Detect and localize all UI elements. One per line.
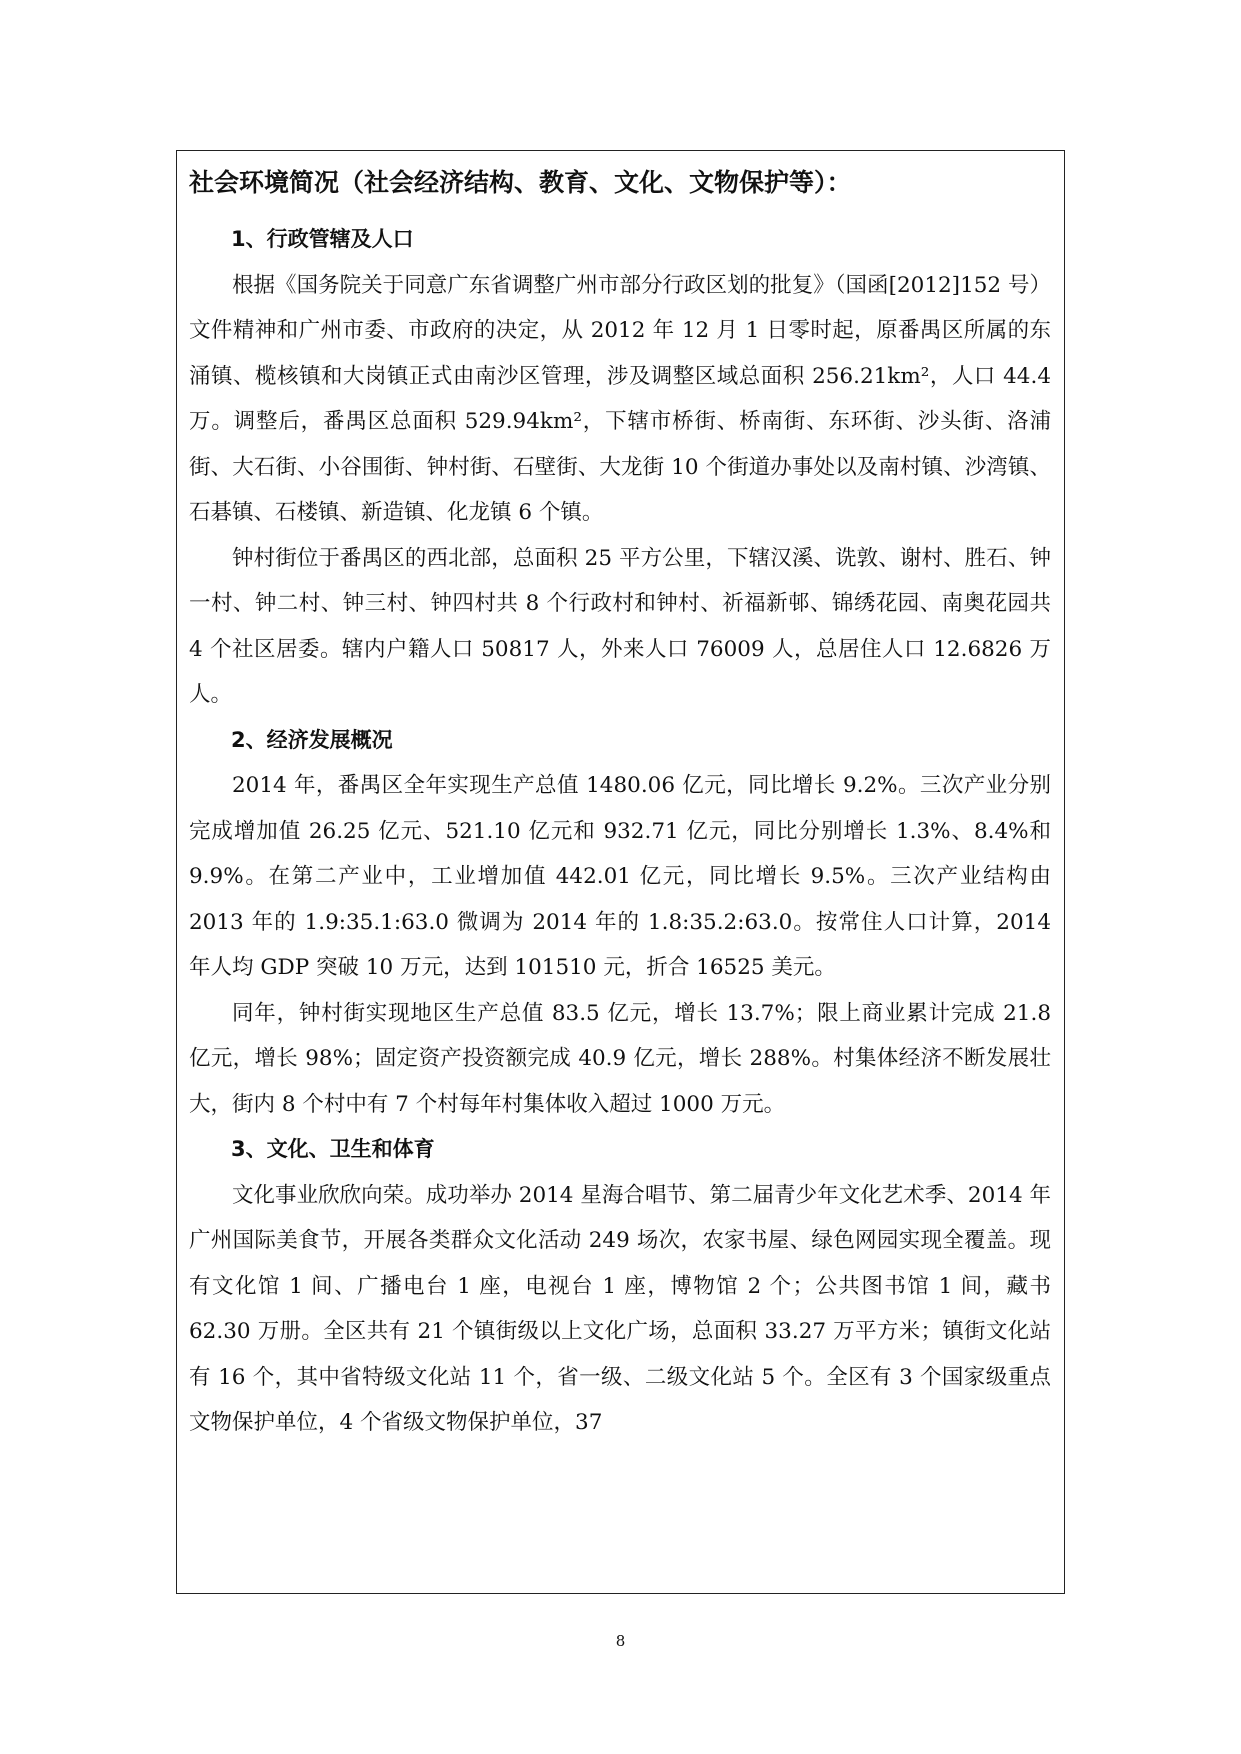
section-title: 2、经济发展概况 [231,727,393,752]
document-body [189,217,1051,1446]
paragraph: 2014 年，番禺区全年实现生产总值 1480.06 亿元，同比增长 9.2%。三次产业分别完成增加值 26.25 亿元、521.10 亿元和 932.71 亿元，同比分别增长 1.3%、8.4%和 9.9%。在第二产业中，工业增加值 442.01 亿元，同比增长 9.5%。三次产业结构由 2013 年的 1.9:35.1:63.0 微调为 2014 年的 1.8:35.2:63.0。按常住人口计算，2014 年人均 GDP 突破 10 万元，达到 101510 元，折合 16525 美元。 [189,773,1051,980]
paragraph: 钟村街位于番禺区的西北部，总面积 25 平方公里，下辖汉溪、诜敦、谢村、胜石、钟一村、钟二村、钟三村、钟四村共 8 个行政村和钟村、祈福新邨、锦绣花园、南奥花园共 4 个社区居委。辖内户籍人口 50817 人，外来人口 76009 人，总居住人口 12.6826 万人。 [189,545,1051,707]
paragraph: 同年，钟村街实现地区生产总值 83.5 亿元，增长 13.7%；限上商业累计完成 21.8 亿元，增长 98%；固定资产投资额完成 40.9 亿元，增长 288%。村集体经济不断发展壮大，街内 8 个村中有 7 个村每年村集体收入超过 1000 万元。 [189,1000,1051,1117]
section-title: 3、文化、卫生和体育 [231,1137,435,1161]
page-number: 8 [615,1632,626,1650]
paragraph: 文化事业欣欣向荣。成功举办 2014 星海合唱节、第二届青少年文化艺术季、2014 年广州国际美食节，开展各类群众文化活动 249 场次，农家书屋、绿色网园实现全覆盖。现有文化馆 1 间、广播电台 1 座，电视台 1 座，博物馆 2 个；公共图书馆 1 间，藏书 62.30 万册。全区共有 21 个镇街级以上文化广场，总面积 33.27 万平方米；镇街文化站有 16 个，其中省特级文化站 11 个，省一级、二级文化站 5 个。全区有 3 个国家级重点文物保护单位，4 个省级文物保护单位，37 [189,1182,1051,1435]
section-title: 1、行政管辖及人口 [231,227,414,251]
content-frame [176,150,1065,1594]
page-heading: 社会环境简况（社会经济结构、教育、文化、文物保护等）： [189,168,852,197]
paragraph: 根据《国务院关于同意广东省调整广州市部分行政区划的批复》（国函[2012]152 号）文件精神和广州市委、市政府的决定，从 2012 年 12 月 1 日零时起，原番禺区所属的东涌镇、榄核镇和大岗镇正式由南沙区管理，涉及调整区域总面积 256.21km²，人口 44.4 万。调整后，番禺区总面积 529.94km²，下辖市桥街、桥南街、东环街、沙头街、洛浦街、大石街、小谷围街、钟村街、石壁街、大龙街 10 个街道办事处以及南村镇、沙湾镇、石碁镇、石楼镇、新造镇、化龙镇 6 个镇。 [189,272,1051,525]
